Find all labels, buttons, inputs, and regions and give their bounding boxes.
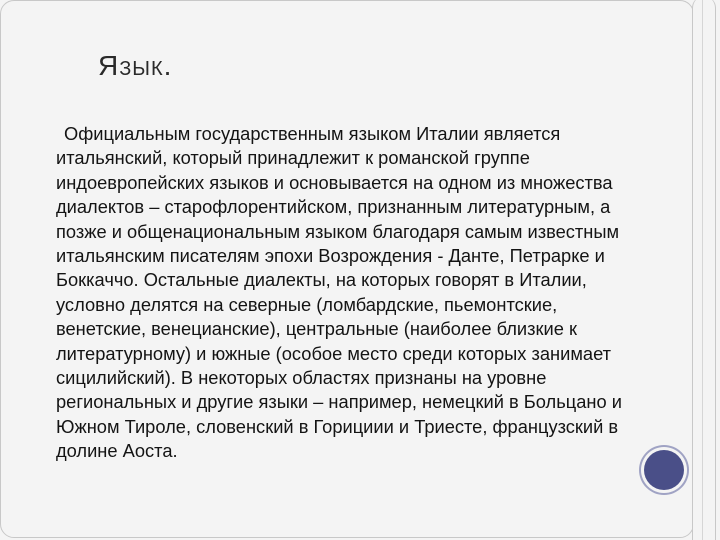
body-paragraph — [56, 122, 656, 464]
paragraph-line: позже и общенациональным языком благодаря самым известным — [56, 220, 620, 242]
paragraph-line: итальянским писателям эпохи Возрождения - Данте, Петрарке и — [56, 245, 605, 267]
circle-dot-icon — [644, 450, 684, 490]
paragraph-line: Боккаччо. Остальные диалекты, на которых говорят в Италии, — [56, 269, 587, 291]
paragraph-line: условно делятся на северные (ломбардские, пьемонтские, — [56, 293, 558, 315]
paragraph-line: литературному) и южные (особое место среди которых занимает — [56, 342, 612, 364]
paragraph-line: итальянский, который принадлежит к романской группе — [56, 147, 530, 169]
paragraph-line: венетские, венецианские), центральные (наиболее близкие к — [56, 318, 577, 340]
paragraph-line: индоевропейских языков и основывается на одном из множества — [56, 171, 613, 193]
paragraph-line: долине Аоста. — [56, 440, 178, 462]
paragraph-line: диалектов – старофлорентийском, признанным литературным, а — [56, 196, 611, 218]
paragraph-line: Официальным государственным языком Италии является — [64, 123, 561, 144]
side-decoration-strip — [692, 0, 716, 540]
paragraph-line: сицилийский). В некоторых областях признаны на уровне — [56, 367, 547, 389]
paragraph-line: региональных и другие языки – например, немецкий в Больцано и — [56, 391, 622, 413]
paragraph-line: Южном Тироле, словенский в Горициии и Триесте, французский в — [56, 415, 619, 437]
slide-title: Язык. — [98, 50, 173, 81]
